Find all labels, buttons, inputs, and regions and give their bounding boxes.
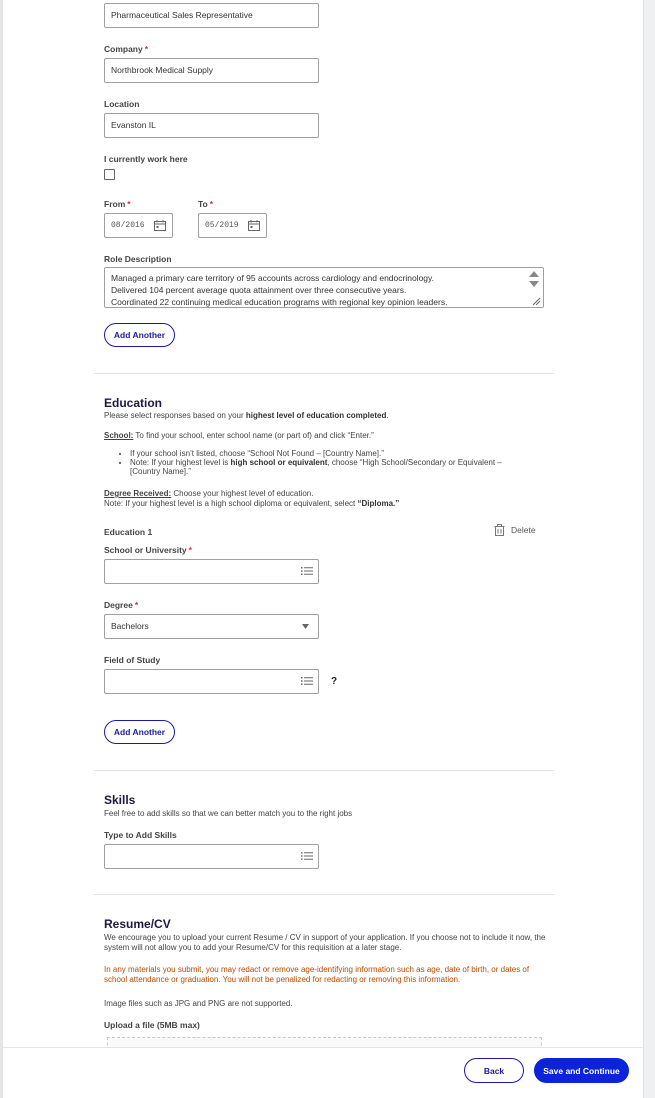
required-asterisk: *: [127, 199, 131, 209]
help-icon[interactable]: ?: [331, 676, 338, 687]
list-prompt-icon[interactable]: [301, 566, 313, 576]
school-instruction: School: To find your school, enter school name (or part of) and click “Enter.”: [104, 431, 374, 440]
delete-education-button[interactable]: [494, 524, 536, 536]
section-divider: [94, 770, 554, 771]
company-label: Company *: [104, 44, 149, 54]
school-label: School or University *: [104, 545, 192, 555]
degree-note: Note: If your highest level is a high school diploma or equivalent, select “Diploma.”: [104, 499, 400, 508]
resume-warning: In any materials you submit, you may redact or remove age-identifying information such as age, date of birth, or dates of school attendance or graduation. You will not be penalized for redacting or removing this information.: [104, 965, 530, 984]
scroll-arrows-icon[interactable]: [528, 270, 540, 290]
image-file-note: Image files such as JPG and PNG are not supported.: [104, 999, 293, 1008]
degree-value: Bachelors: [111, 621, 149, 631]
role-description-label: Role Description: [104, 254, 172, 264]
currently-work-checkbox[interactable]: [104, 169, 115, 180]
skills-input[interactable]: [104, 844, 319, 869]
required-asterisk: *: [134, 600, 139, 610]
back-button[interactable]: Back: [464, 1058, 524, 1083]
list-prompt-icon[interactable]: [301, 851, 313, 861]
required-asterisk: *: [144, 44, 149, 54]
required-asterisk: *: [188, 545, 192, 555]
resize-handle-icon[interactable]: [531, 296, 541, 306]
field-of-study-label: Field of Study: [104, 655, 161, 665]
add-another-education-button[interactable]: Add Another: [104, 720, 175, 744]
resume-title: Resume/CV: [104, 917, 171, 931]
education-entry-title: Education 1: [104, 527, 153, 537]
degree-select[interactable]: [104, 614, 319, 639]
skills-input-label: Type to Add Skills: [104, 830, 177, 840]
footer-bar: [3, 1047, 643, 1098]
degree-instruction: Degree Received: Choose your highest level of education.: [104, 489, 314, 498]
to-date-input[interactable]: [198, 213, 267, 238]
role-description-line: Managed a primary care territory of 95 accounts across cardiology and endocrinology.: [111, 273, 435, 283]
education-intro: Please select responses based on your highest level of education completed.: [104, 411, 389, 420]
add-another-experience-button[interactable]: Add Another: [104, 323, 175, 347]
school-bullet-item: • If your school isn’t listed, choose “School Not Found – [Country Name].”: [130, 449, 534, 458]
from-date-value: 08/2016: [111, 221, 145, 230]
calendar-icon[interactable]: [248, 220, 260, 231]
required-asterisk: *: [209, 199, 214, 209]
currently-work-label: I currently work here: [104, 154, 188, 164]
role-description-line: Coordinated 22 continuing medical education programs with regional key opinion leaders.: [111, 297, 448, 307]
school-input[interactable]: [104, 559, 319, 584]
school-bullets: [104, 449, 534, 476]
location-label: Location: [104, 99, 140, 109]
location-input[interactable]: Evanston IL: [104, 113, 319, 138]
trash-icon: [494, 524, 505, 536]
calendar-icon[interactable]: [154, 220, 166, 231]
from-label: From *: [104, 199, 131, 209]
section-divider: [94, 373, 554, 374]
job-title-input[interactable]: Pharmaceutical Sales Representative: [104, 3, 319, 28]
save-and-continue-button[interactable]: Save and Continue: [534, 1058, 629, 1083]
field-of-study-input[interactable]: [104, 669, 319, 694]
list-prompt-icon[interactable]: [301, 676, 313, 686]
to-date-value: 05/2019: [205, 221, 239, 230]
role-description-textarea[interactable]: [104, 267, 544, 308]
resume-intro: We encourage you to upload your current Resume / CV in support of your application. If you choose not to include it now, the system will not allow you to add your Resume/CV for this requisition at a later stage.: [104, 933, 546, 952]
school-bullet-item: • Note: If your highest level is high school or equivalent, choose “High School/Secondary or Equivalent – [Country Name].”: [130, 458, 534, 476]
to-label: To *: [198, 199, 214, 209]
education-title: Education: [104, 396, 163, 410]
company-input[interactable]: Northbrook Medical Supply: [104, 58, 319, 83]
degree-label: Degree *: [104, 600, 139, 610]
from-date-input[interactable]: [104, 213, 173, 238]
role-description-line: Delivered 104 percent average quota attainment over three consecutive years.: [111, 285, 407, 295]
skills-title: Skills: [104, 793, 136, 807]
scrollbar-track[interactable]: [643, 0, 655, 1098]
skills-subtitle: Feel free to add skills so that we can better match you to the right jobs: [104, 809, 353, 818]
section-divider: [94, 894, 554, 895]
chevron-down-icon: [302, 624, 309, 629]
delete-label: Delete: [511, 525, 536, 535]
upload-label: Upload a file (5MB max): [104, 1020, 200, 1030]
